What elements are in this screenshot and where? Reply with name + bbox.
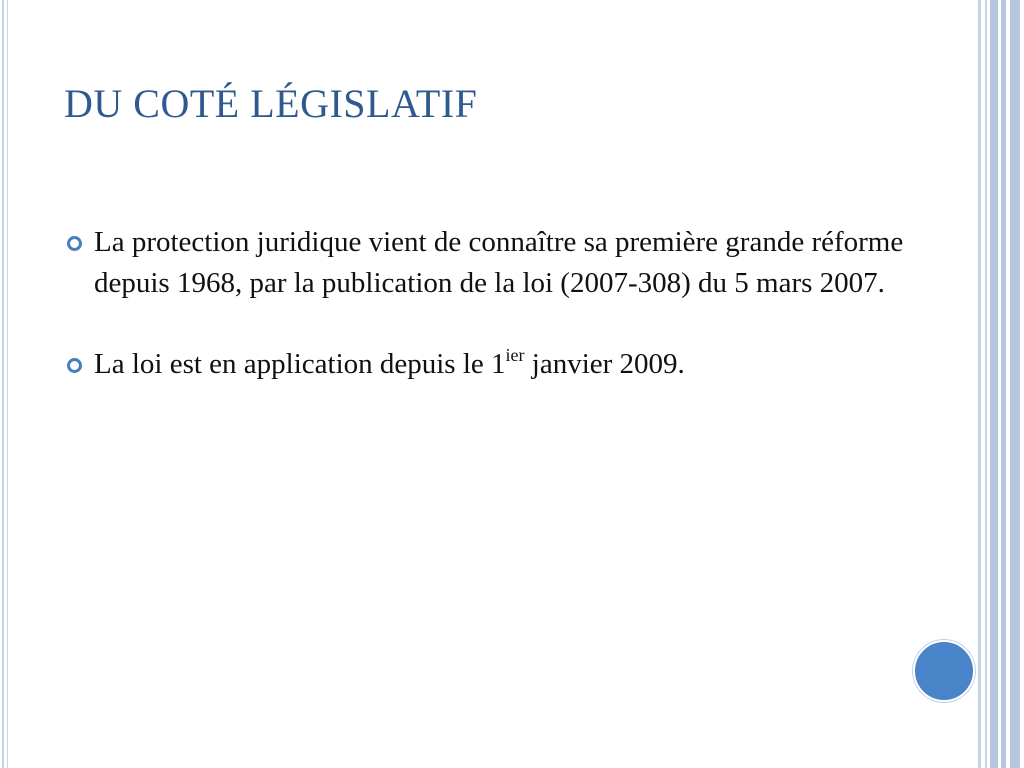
bullet-text-start: La loi est en application depuis le 1 bbox=[94, 348, 506, 380]
right-stripe-5 bbox=[1010, 0, 1020, 768]
right-stripe-3 bbox=[990, 0, 998, 768]
right-stripe-4 bbox=[1001, 0, 1006, 768]
bullet-ring-icon bbox=[67, 358, 82, 373]
bullet-item bbox=[64, 222, 924, 304]
bullet-superscript: ier bbox=[505, 345, 525, 365]
slide-title: DU COTÉ LÉGISLATIF bbox=[64, 81, 478, 126]
bullet-text-end: janvier 2009. bbox=[524, 348, 685, 380]
slide-content bbox=[64, 222, 924, 425]
bullet-item bbox=[64, 344, 924, 385]
left-frame-line-inner bbox=[7, 0, 8, 768]
bullet-ring-icon bbox=[67, 236, 82, 251]
bullet-text: La protection juridique vient de connaître sa première grande réforme depuis 1968, par la publication de la loi (2007-308) du 5 mars 2007. bbox=[94, 226, 904, 299]
right-stripe-2 bbox=[985, 0, 987, 768]
decorative-circle bbox=[913, 640, 975, 702]
left-frame-line bbox=[2, 0, 4, 768]
right-stripe-1 bbox=[978, 0, 981, 768]
